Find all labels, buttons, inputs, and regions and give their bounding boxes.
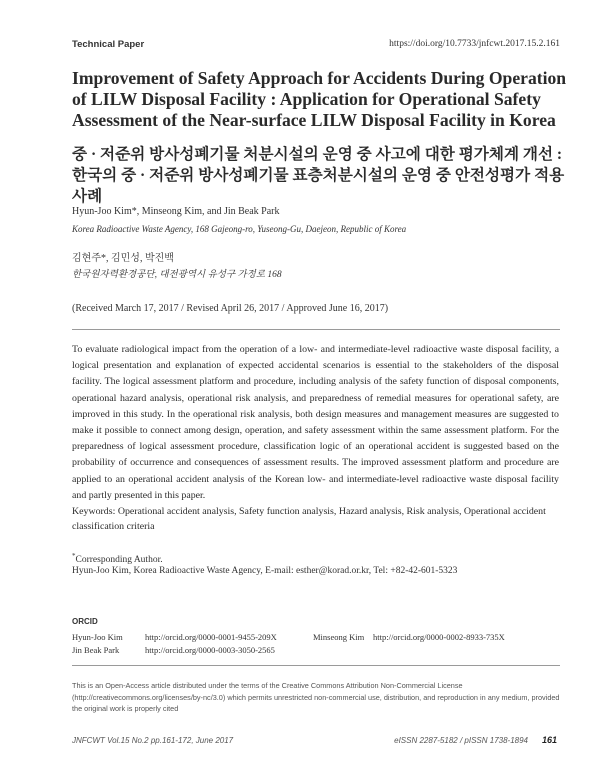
paper-title-korean <box>72 144 572 207</box>
affiliation-korean: 한국원자력환경공단, 대전광역시 유성구 가정로 168 <box>72 270 282 280</box>
korean-title-line-1: 중 · 저준위 방사성폐기물 처분시설의 운영 중 사고에 대한 평가체계 개선 : <box>72 146 563 163</box>
license-notice: This is an Open-Access article distributed under the terms of the Creative Commons Attribution Non-Commercial License (http://creativecommons.org/licenses/by-nc/3.0) which permits unrestricted non-commercial use, distribution, and reproduction in any medium, provided the original work is properly cited <box>72 681 560 713</box>
section-label: Technical Paper <box>72 39 145 50</box>
issn-info: eISSN 2287-5182 / pISSN 1738-1894 <box>394 736 528 745</box>
orcid-name: Hyun-Joo Kim <box>72 632 123 642</box>
korean-title-line-2: 한국의 중 · 저준위 방사성폐기물 표층처분시설의 운영 중 안전성평가 적용사례 <box>72 167 565 205</box>
orcid-link[interactable]: http://orcid.org/0000-0002-8933-735X <box>373 632 505 642</box>
paper-title-english: Improvement of Safety Approach for Accidents During Operation of LILW Disposal Facility : Application for Operational Safety Assessment of the Near-surface LILW Disposal Facility in Korea <box>72 68 567 130</box>
author-list-korean: 김현주*, 김민성, 박진백 <box>72 253 174 264</box>
affiliation-english: Korea Radioactive Waste Agency, 168 Gajeong-ro, Yuseong-Gu, Daejeon, Republic of Korea <box>72 224 407 234</box>
received-dates: (Received March 17, 2017 / Revised April 26, 2017 / Approved June 16, 2017) <box>72 303 389 314</box>
orcid-name: Minseong Kim <box>313 632 365 642</box>
corresponding-author-info: Hyun-Joo Kim, Korea Radioactive Waste Agency, E-mail: esther@korad.or.kr, Tel: +82-42-601-5323 <box>72 566 458 576</box>
corresponding-author-label: *Corresponding Author. <box>72 552 163 566</box>
journal-citation: JNFCWT Vol.15 No.2 pp.161-172, June 2017 <box>72 736 234 745</box>
orcid-name: Jin Beak Park <box>72 645 120 655</box>
abstract-top-divider <box>72 329 560 330</box>
keywords-list: Operational accident analysis, Safety function analysis, Hazard analysis, Risk analysis, Operational accident classification criteria <box>72 506 546 532</box>
doi-link[interactable]: https://doi.org/10.7733/jnfcwt.2017.15.2.161 <box>389 39 560 49</box>
license-divider <box>72 665 560 666</box>
author-list-english: Hyun-Joo Kim*, Minseong Kim, and Jin Beak Park <box>72 206 280 217</box>
page-number: 161 <box>541 735 557 745</box>
keywords-block <box>72 505 559 534</box>
keywords-label: Keywords: <box>72 506 116 517</box>
orcid-link[interactable]: http://orcid.org/0000-0003-3050-2565 <box>145 645 275 655</box>
asterisk-mark: * <box>72 552 76 560</box>
abstract-text: To evaluate radiological impact from the operation of a low- and intermediate-level radioactive waste disposal facility, a logical presentation and explanation of expected accidental scenarios is essential to the stakeholders of the disposal facility. The logical assessment platform and procedure, including analysis of the safety function of disposal components, operational hazard analysis, operational risk analysis, and preparedness of remedial measures for operational safety, are improved in this study. In the operational risk analysis, both design measures and management measures are suggested to make it possible to connect among design, operation, and safety assessment within the same assessment platform. For the preparedness of logical assessment procedure, classification logic of an operational accident is suggested based on the probability of occurrence and consequences of assessment results. The improved assessment platform and procedure are applied to an operational accident analysis of the Korean low- and intermediate-level radioactive waste disposal facility and partly presented in this paper. <box>72 344 559 501</box>
orcid-heading: ORCID <box>72 617 98 626</box>
orcid-link[interactable]: http://orcid.org/0000-0001-9455-209X <box>145 632 277 642</box>
